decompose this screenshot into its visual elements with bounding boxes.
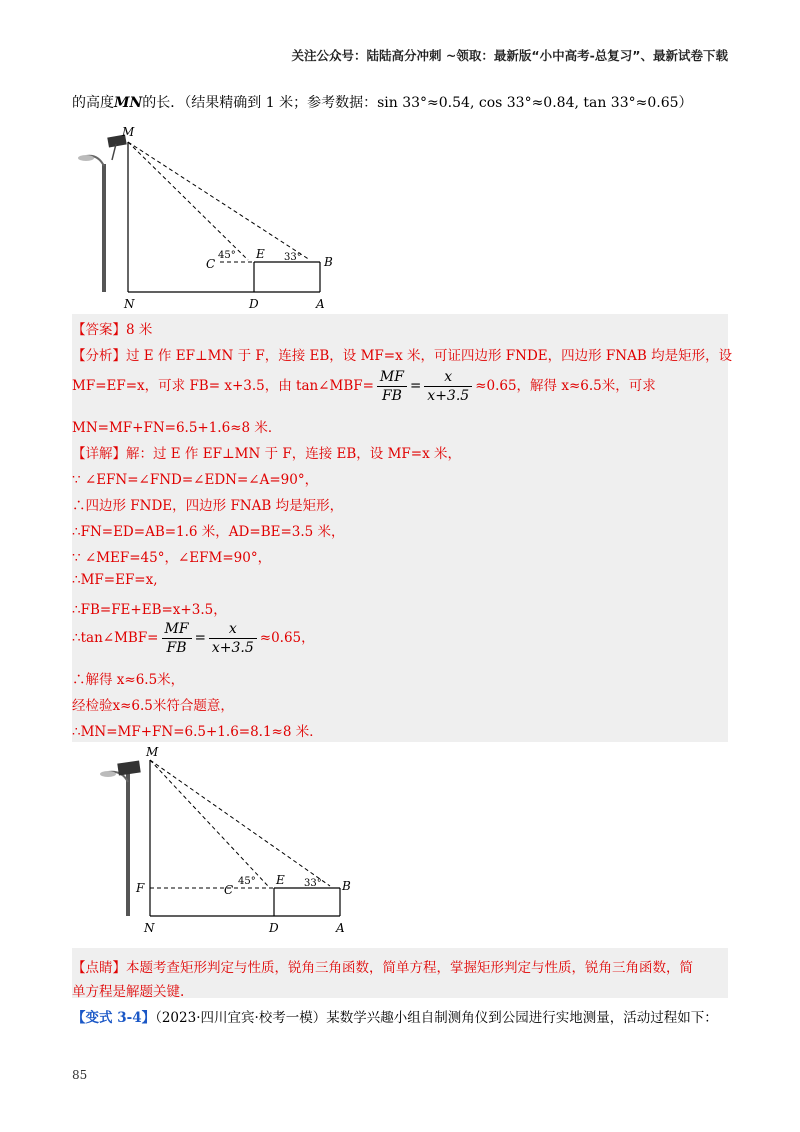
fraction-den: x+3.5 xyxy=(427,388,470,404)
label-a: A xyxy=(316,297,325,311)
detail-line-8-text-a: ∴tan∠MBF= xyxy=(72,630,159,646)
sight-line-b xyxy=(128,142,310,260)
analysis-line-2-text-b: ≈0.65，解得 x≈6.5米，可求 xyxy=(475,378,656,394)
detail-line-2: ∵ ∠EFN=∠FND=∠EDN=∠A=90°， xyxy=(72,472,319,488)
detail-line-6: ∴MF=EF=x, xyxy=(72,572,158,588)
question-prefix: 的高度 xyxy=(72,95,114,111)
analysis-line-2 xyxy=(72,368,656,405)
fraction-num: x xyxy=(424,368,472,387)
detail-line-5: ∵ ∠MEF=45°，∠EFM=90°， xyxy=(72,550,272,566)
detail-line-9: ∴解得 x≈6.5米， xyxy=(72,672,185,688)
lamp-head xyxy=(78,155,94,161)
fraction-x-2 xyxy=(209,620,257,657)
figure-streetlight-1 xyxy=(72,124,342,312)
page-number: 85 xyxy=(72,1068,88,1082)
fraction-num: MF xyxy=(377,368,407,387)
label-d: D xyxy=(269,921,279,935)
label-m: M xyxy=(122,125,135,139)
fraction-den: FB xyxy=(381,388,402,404)
fraction-num: x xyxy=(209,620,257,639)
detail-line-4: ∴FN=ED=AB=1.6 米，AD=BE=3.5 米， xyxy=(72,524,345,540)
comment-line-2: 单方程是解题关键. xyxy=(72,984,185,1000)
label-a: A xyxy=(336,921,345,935)
detail-line-8 xyxy=(72,620,315,657)
detail-line-10: 经检验x≈6.5米符合题意， xyxy=(72,698,234,714)
fraction-den: FB xyxy=(166,640,187,656)
answer-line: 【答案】8 米 xyxy=(72,322,153,338)
label-d: D xyxy=(249,297,259,311)
label-n: N xyxy=(144,921,155,935)
fraction-den: x+3.5 xyxy=(211,640,254,656)
label-angle-45: 45° xyxy=(218,250,236,261)
label-angle-33: 33° xyxy=(284,252,302,263)
solar-panel xyxy=(117,761,140,776)
analysis-line-2-text-a: MF=EF=x，可求 FB= x+3.5，由 tan∠MBF= xyxy=(72,378,374,394)
fraction-num: MF xyxy=(162,620,192,639)
analysis-line-1: 【分析】过 E 作 EF⊥MN 于 F，连接 EB，设 MF=x 米，可证四边形 FNDE，四边形 FNAB 均是矩形，设 xyxy=(72,348,733,364)
label-e: E xyxy=(256,247,265,261)
label-m: M xyxy=(146,745,159,759)
equals-sign: = xyxy=(194,630,206,646)
sight-line-e xyxy=(150,760,268,886)
label-n: N xyxy=(124,297,135,311)
question-mn: MN xyxy=(114,95,143,111)
label-b: B xyxy=(342,879,351,893)
page-header: 关注公众号：陆陆高分冲刺 ~领取：最新版“小中高考-总复习”、最新试卷下载 xyxy=(291,48,728,63)
variant-text: （2023·四川宜宾·校考一模）某数学兴趣小组自制测角仪到公园进行实地测量，活动过程如下： xyxy=(155,1010,718,1026)
question-rest: 的长．（结果精确到 1 米；参考数据：sin 33°≈0.54, cos 33°≈0.84, tan 33°≈0.65） xyxy=(142,95,693,111)
detail-line-8-text-b: ≈0.65， xyxy=(259,630,315,646)
fraction-mf-fb xyxy=(377,368,407,405)
label-c: C xyxy=(206,257,216,271)
detail-line-11: ∴MN=MF+FN=6.5+1.6=8.1≈8 米． xyxy=(72,724,323,740)
sight-line-b xyxy=(150,760,330,886)
lamp-head xyxy=(100,771,116,777)
variant-question xyxy=(72,1006,718,1026)
label-e: E xyxy=(276,873,285,887)
question-continuation xyxy=(72,92,693,112)
fraction-mf-fb-2 xyxy=(162,620,192,657)
detail-line-1: 【详解】解：过 E 作 EF⊥MN 于 F，连接 EB，设 MF=x 米， xyxy=(72,446,461,462)
label-b: B xyxy=(324,255,333,269)
label-angle-33: 33° xyxy=(304,878,322,889)
figure-streetlight-2 xyxy=(72,742,378,948)
label-f: F xyxy=(136,881,145,895)
equals-sign: = xyxy=(409,378,422,394)
analysis-line-3: MN=MF+FN=6.5+1.6≈8 米． xyxy=(72,420,282,436)
label-c: C xyxy=(224,883,234,897)
variant-tag: 【变式 3-4】 xyxy=(72,1010,156,1026)
sight-line-e xyxy=(128,142,248,260)
fraction-x xyxy=(424,368,472,405)
detail-line-7: ∴FB=FE+EB=x+3.5， xyxy=(72,602,227,618)
comment-line-1: 【点睛】本题考查矩形判定与性质，锐角三角函数，简单方程，掌握矩形判定与性质，锐角三角函数，简 xyxy=(72,960,693,976)
detail-line-3: ∴四边形 FNDE，四边形 FNAB 均是矩形， xyxy=(72,498,344,514)
label-angle-45: 45° xyxy=(238,876,256,887)
